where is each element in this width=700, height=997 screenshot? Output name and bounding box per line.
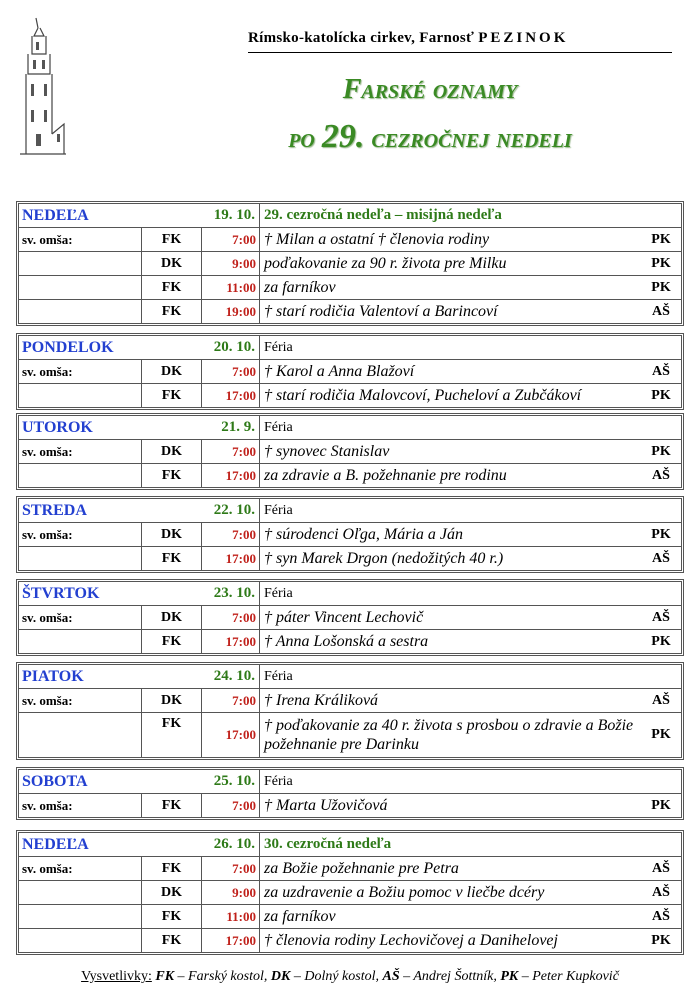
celebrant: PK — [651, 932, 671, 948]
celebrant: AŠ — [652, 860, 670, 876]
legend-label: Vysvetlivky: — [81, 969, 152, 984]
mass-label: sv. omša: — [19, 857, 142, 880]
day-header — [19, 770, 681, 793]
church-code: FK — [142, 300, 202, 323]
celebrant: PK — [651, 633, 671, 649]
mass-row — [19, 688, 681, 712]
day-date: 20. 10. — [142, 336, 260, 359]
mass-time: 17:00 — [202, 547, 260, 570]
mass-time: 17:00 — [202, 713, 260, 757]
mass-intention: † poďakovanie za 40 r. života s prosbou o zdravie a Božie požehnanie pre Darinku — [264, 717, 634, 753]
celebrant: PK — [651, 443, 671, 459]
day-date: 26. 10. — [142, 833, 260, 856]
page-title — [180, 74, 680, 106]
day-date: 23. 10. — [142, 582, 260, 605]
celebrant: AŠ — [652, 550, 670, 566]
mass-intention: † páter Vincent Lechovič — [264, 609, 424, 626]
mass-intention: za uzdravenie a Božiu pomoc v liečbe dcéry — [264, 884, 545, 901]
mass-time: 7:00 — [202, 523, 260, 546]
day-name: NEDEĽA — [22, 206, 89, 224]
mass-label-empty — [19, 252, 142, 275]
mass-time: 7:00 — [202, 440, 260, 463]
celebrant: PK — [651, 526, 671, 542]
mass-intention: † Karol a Anna Blažoví — [264, 363, 415, 380]
celebrant: PK — [651, 797, 671, 813]
day-feast: Féria — [264, 339, 293, 355]
day-block — [16, 579, 684, 656]
mass-row — [19, 793, 681, 817]
mass-label: sv. omša: — [19, 523, 142, 546]
celebrant: PK — [651, 255, 671, 271]
mass-label: sv. omša: — [19, 228, 142, 251]
legend — [0, 969, 700, 985]
church-code: DK — [142, 360, 202, 383]
mass-label: sv. omša: — [19, 606, 142, 629]
day-name: SOBOTA — [22, 772, 88, 790]
day-feast: 30. cezročná nedeľa — [264, 836, 392, 852]
day-feast: Féria — [264, 419, 293, 435]
parish-town: PEZINOK — [478, 30, 569, 46]
day-block — [16, 830, 684, 955]
mass-intention: † členovia rodiny Lechovičovej a Danihelovej — [264, 932, 558, 949]
mass-time: 17:00 — [202, 384, 260, 407]
celebrant: AŠ — [652, 884, 670, 900]
church-code: FK — [142, 713, 202, 757]
day-date: 22. 10. — [142, 499, 260, 522]
mass-label-empty — [19, 547, 142, 570]
mass-time: 17:00 — [202, 464, 260, 487]
mass-time: 7:00 — [202, 228, 260, 251]
celebrant: AŠ — [652, 692, 670, 708]
day-date: 25. 10. — [142, 770, 260, 793]
mass-intention: † starí rodičia Malovcoví, Pucheloví a Zubčákoví — [264, 387, 582, 404]
celebrant: PK — [651, 279, 671, 295]
mass-time: 7:00 — [202, 857, 260, 880]
parish-prefix: Rímsko-katolícka cirkev, Farnosť — [248, 30, 479, 46]
mass-intention: poďakovanie za 90 r. života pre Milku — [264, 255, 507, 272]
day-header — [19, 416, 681, 439]
day-block — [16, 767, 684, 820]
mass-row — [19, 546, 681, 570]
day-name: PONDELOK — [22, 338, 114, 356]
celebrant: AŠ — [652, 303, 670, 319]
page-subtitle — [180, 118, 680, 156]
day-header — [19, 665, 681, 688]
day-feast: 29. cezročná nedeľa – misijná nedeľa — [264, 207, 502, 223]
church-code: FK — [142, 384, 202, 407]
mass-intention: za zdravie a B. požehnanie pre rodinu — [264, 467, 507, 484]
day-date: 24. 10. — [142, 665, 260, 688]
mass-intention: † synovec Stanislav — [264, 443, 390, 460]
mass-time: 11:00 — [202, 276, 260, 299]
church-tower-logo — [14, 14, 72, 162]
mass-label-empty — [19, 300, 142, 323]
day-block — [16, 413, 684, 490]
mass-intention: † Irena Králiková — [264, 692, 379, 709]
church-code: FK — [142, 857, 202, 880]
title-line-2-pre: po — [288, 123, 322, 154]
day-date: 19. 10. — [142, 204, 260, 227]
church-code: FK — [142, 630, 202, 653]
mass-label-empty — [19, 630, 142, 653]
mass-row — [19, 439, 681, 463]
mass-row — [19, 605, 681, 629]
day-header — [19, 336, 681, 359]
day-name: UTOROK — [22, 418, 93, 436]
church-code: DK — [142, 252, 202, 275]
church-code: FK — [142, 794, 202, 817]
mass-intention: za farníkov — [264, 279, 336, 296]
mass-label-empty — [19, 713, 142, 757]
mass-intention: † Anna Lošonská a sestra — [264, 633, 429, 650]
mass-time: 7:00 — [202, 689, 260, 712]
day-name: STREDA — [22, 501, 87, 519]
day-name: PIATOK — [22, 667, 84, 685]
day-header — [19, 204, 681, 227]
mass-time: 7:00 — [202, 606, 260, 629]
mass-row — [19, 227, 681, 251]
mass-label: sv. omša: — [19, 689, 142, 712]
day-name: ŠTVRTOK — [22, 584, 100, 602]
church-code: FK — [142, 276, 202, 299]
mass-time: 19:00 — [202, 300, 260, 323]
mass-row — [19, 928, 681, 952]
mass-intention: † starí rodičia Valentoví a Barincoví — [264, 303, 498, 320]
mass-intention: za Božie požehnanie pre Petra — [264, 860, 459, 877]
mass-label: sv. omša: — [19, 440, 142, 463]
celebrant: AŠ — [652, 609, 670, 625]
legend-item-1: DK – Dolný kostol, — [270, 969, 383, 984]
day-header — [19, 499, 681, 522]
day-date: 21. 9. — [142, 416, 260, 439]
title-sunday-number: 29. — [321, 118, 365, 155]
legend-item-3: PK – Peter Kupkovič — [500, 969, 619, 984]
mass-row — [19, 251, 681, 275]
legend-item-0: FK – Farský kostol, — [155, 969, 271, 984]
mass-intention: † syn Marek Drgon (nedožitých 40 r.) — [264, 550, 504, 567]
mass-row — [19, 463, 681, 487]
church-code: DK — [142, 606, 202, 629]
day-block — [16, 201, 684, 326]
day-block — [16, 662, 684, 760]
mass-label: sv. omša: — [19, 360, 142, 383]
mass-row — [19, 629, 681, 653]
mass-time: 9:00 — [202, 881, 260, 904]
celebrant: PK — [651, 387, 671, 403]
day-block — [16, 333, 684, 410]
mass-label-empty — [19, 464, 142, 487]
mass-label-empty — [19, 929, 142, 952]
title-line-2-post: cezročnej nedeli — [364, 123, 572, 154]
header-rule — [248, 52, 672, 53]
mass-intention: za farníkov — [264, 908, 336, 925]
mass-time: 11:00 — [202, 905, 260, 928]
celebrant: AŠ — [652, 908, 670, 924]
church-code: DK — [142, 440, 202, 463]
mass-row — [19, 856, 681, 880]
church-code: FK — [142, 905, 202, 928]
celebrant: PK — [651, 231, 671, 247]
parish-name — [248, 30, 568, 47]
mass-time: 7:00 — [202, 794, 260, 817]
church-code: FK — [142, 228, 202, 251]
church-code: DK — [142, 881, 202, 904]
mass-label-empty — [19, 384, 142, 407]
celebrant: AŠ — [652, 467, 670, 483]
church-code: FK — [142, 547, 202, 570]
church-code: FK — [142, 929, 202, 952]
mass-intention: † Marta Užovičová — [264, 797, 388, 814]
day-feast: Féria — [264, 585, 293, 601]
mass-row — [19, 712, 681, 757]
day-block — [16, 496, 684, 573]
day-name: NEDEĽA — [22, 835, 89, 853]
mass-row — [19, 275, 681, 299]
mass-time: 9:00 — [202, 252, 260, 275]
mass-time: 17:00 — [202, 630, 260, 653]
celebrant: AŠ — [652, 363, 670, 379]
church-code: FK — [142, 464, 202, 487]
mass-row — [19, 880, 681, 904]
mass-intention: † Milan a ostatní † členovia rodiny — [264, 231, 490, 248]
day-feast: Féria — [264, 668, 293, 684]
mass-label-empty — [19, 881, 142, 904]
day-feast: Féria — [264, 502, 293, 518]
church-code: DK — [142, 689, 202, 712]
mass-time: 17:00 — [202, 929, 260, 952]
mass-row — [19, 383, 681, 407]
legend-item-2: AŠ – Andrej Šottník, — [382, 969, 501, 984]
mass-label: sv. omša: — [19, 794, 142, 817]
title-line-1: Farské oznamy — [342, 74, 518, 105]
mass-row — [19, 522, 681, 546]
day-header — [19, 582, 681, 605]
mass-row — [19, 904, 681, 928]
mass-label-empty — [19, 905, 142, 928]
mass-label-empty — [19, 276, 142, 299]
mass-row — [19, 299, 681, 323]
day-header — [19, 833, 681, 856]
celebrant: PK — [651, 727, 671, 742]
church-code: DK — [142, 523, 202, 546]
mass-row — [19, 359, 681, 383]
day-feast: Féria — [264, 773, 293, 789]
mass-time: 7:00 — [202, 360, 260, 383]
mass-intention: † súrodenci Oľga, Mária a Ján — [264, 526, 463, 543]
